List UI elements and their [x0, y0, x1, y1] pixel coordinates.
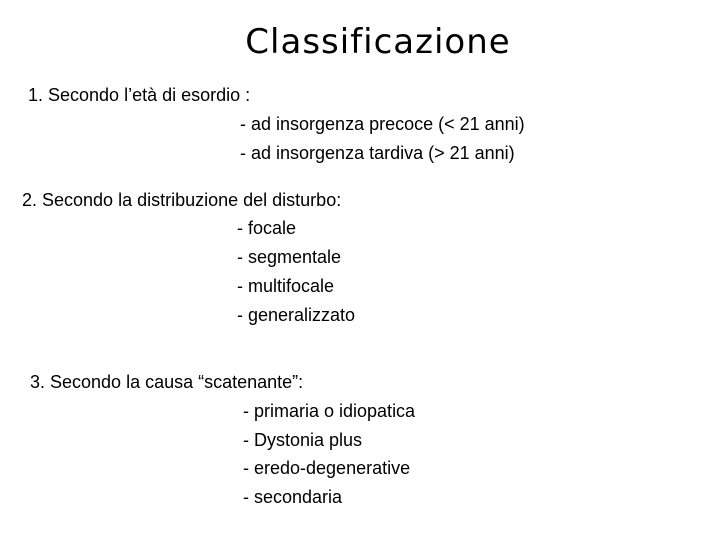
list-item: - ad insorgenza precoce (< 21 anni): [240, 114, 525, 134]
slide-title: Classificazione: [245, 22, 511, 62]
list-item: - segmentale: [237, 247, 342, 267]
list-item: - generalizzato: [237, 305, 356, 325]
list-item: - Dystonia plus: [243, 430, 363, 450]
list-item: - secondaria: [243, 487, 343, 507]
list-item: - ad insorgenza tardiva (> 21 anni): [240, 143, 515, 163]
list-item: - multifocale: [237, 276, 335, 296]
section-heading: 3. Secondo la causa “scatenante”:: [30, 372, 304, 392]
list-item: - eredo-degenerative: [243, 458, 411, 478]
list-item: - focale: [237, 218, 297, 238]
list-item: - primaria o idiopatica: [243, 401, 416, 421]
section-heading: 2. Secondo la distribuzione del disturbo:: [22, 190, 342, 210]
section-heading: 1. Secondo l’età di esordio :: [28, 85, 251, 105]
